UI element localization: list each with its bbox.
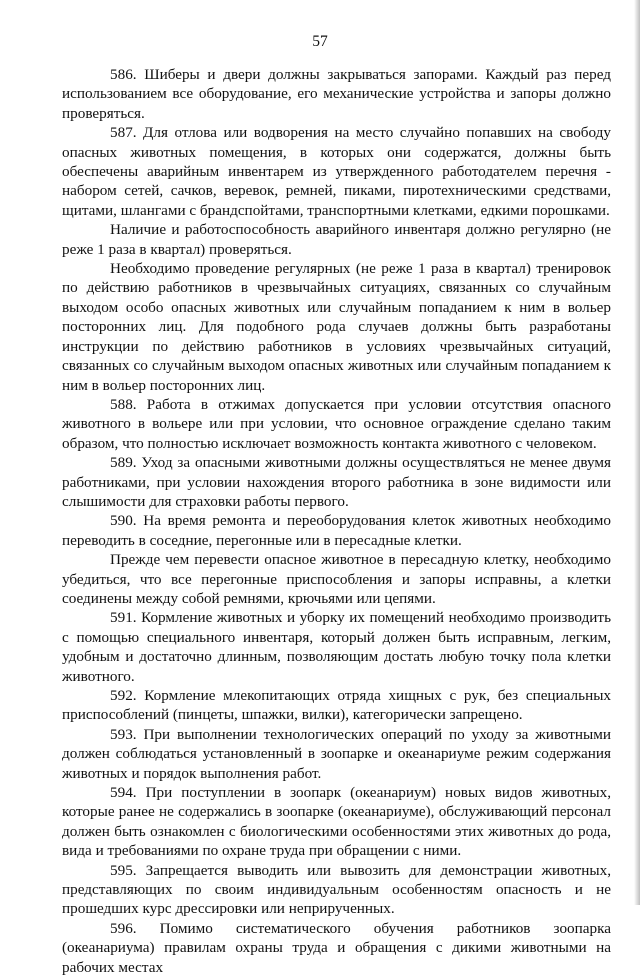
paragraph-593: 593. При выполнении технологических операций по уходу за животными должен соблюдаться установленный в зоопарке и океанариуме режим содержания животных и порядок выполнения работ. bbox=[62, 725, 611, 782]
paragraph-589: 589. Уход за опасными животными должны осуществляться не менее двумя работниками, при условии нахождения второго работника в зоне видимости или слышимости для страховки работы первого. bbox=[62, 454, 611, 510]
paragraph-596: 596. Помимо систематического обучения работников зоопарка (океанариума) правилам охраны труда и обращения с дикими животными на рабочих местах bbox=[62, 919, 611, 976]
paragraph-595: 595. Запрещается выводить или вывозить для демонстрации животных, представляющих по своим индивидуальным особенностям опасность и не прошедших курс дрессировки или неприрученных. bbox=[62, 861, 611, 918]
page-number: 57 bbox=[312, 33, 328, 50]
paragraph-586: 586. Шиберы и двери должны закрываться запорами. Каждый раз перед использованием все оборудование, его механические устройства и запоры должно проверяться. bbox=[62, 66, 611, 122]
paragraph-591: 591. Кормление животных и уборку их помещений необходимо производить с помощью специального инвентаря, который должен быть исправным, легким, удобным и достаточно длинным, позволяющим достать любую точку пола клетки животного. bbox=[62, 609, 611, 685]
paragraph-emergency-training: Необходимо проведение регулярных (не реже 1 раза в квартал) тренировок по действию работников в чрезвычайных ситуациях, связанных со случайным выходом особо опасных животных или случайным попаданием к ним в вольер посторонних лиц. Для подобного рода случаев должны быть разработаны инструкции по действию работников в условиях чрезвычайных ситуаций, связанных со случайным выходом опасных животных или случайным попаданием к ним в вольер посторонних лиц. bbox=[62, 260, 611, 394]
paragraph-592: 592. Кормление млекопитающих отряда хищных с рук, без специальных приспособлений (пинцеты, шпажки, вилки), категорически запрещено. bbox=[62, 687, 611, 724]
paragraph-emergency-inventory-check: Наличие и работоспособность аварийного инвентаря должно регулярно (не реже 1 раза в квартал) проверяться. bbox=[62, 221, 611, 258]
paragraph-588: 588. Работа в отжимах допускается при условии отсутствия опасного животного в вольере или при условии, что основное ограждение сделано таким образом, что полностью исключает возможность контакта животного с человеком. bbox=[62, 395, 611, 452]
paragraph-587: 587. Для отлова или водворения на место случайно попавших на свободу опасных животных помещения, в которых они содержатся, должны быть обеспечены аварийным инвентарем из утвержденного работодателем перечня - набором сетей, сачков, веревок, ремней, пиками, пиротехническими средствами, щитами, шлангами с брандспойтами, транспортными клетками, едкими порошками. bbox=[62, 124, 611, 219]
paragraph-594: 594. При поступлении в зоопарк (океанариум) новых видов животных, которые ранее не содержались в зоопарке (океанариуме), обслуживающий персонал должен быть ознакомлен с биологическими особенностями этих животных до рода, вида и требованиями по охране труда при обращении с ними. bbox=[62, 784, 611, 860]
document-body bbox=[62, 65, 611, 977]
paragraph-transfer-check: Прежде чем перевести опасное животное в пересадную клетку, необходимо убедиться, что все перегонные приспособления и запоры исправны, а клетки соединены между собой ремнями, крючьями или цепями. bbox=[62, 551, 611, 607]
paragraph-590: 590. На время ремонта и переоборудования клеток животных необходимо переводить в соседние, перегонные или в пересадные клетки. bbox=[62, 512, 611, 549]
scan-edge-shadow bbox=[634, 0, 640, 905]
